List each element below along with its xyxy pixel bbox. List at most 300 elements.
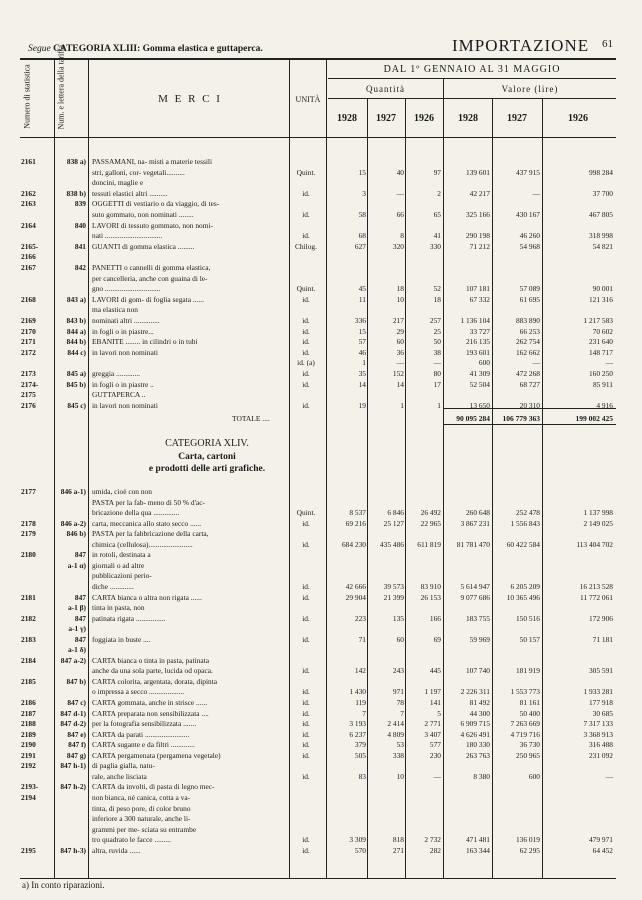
total-rule bbox=[444, 424, 616, 425]
tariff-number: 842 bbox=[74, 263, 86, 272]
merce-text: patinata rigata ................ bbox=[92, 613, 166, 623]
stat-number: 2184 bbox=[21, 655, 36, 665]
qty-1926: 3 407 bbox=[424, 729, 441, 739]
qty-1928: 3 309 bbox=[349, 835, 366, 845]
value-1927: 61 695 bbox=[519, 294, 540, 304]
stat-number: 2192 bbox=[21, 761, 36, 771]
value-1926: 2 149 025 bbox=[583, 518, 613, 528]
value-1928: 471 481 bbox=[465, 835, 490, 845]
value-1926: 113 404 702 bbox=[576, 539, 613, 549]
unit: id. bbox=[302, 539, 310, 549]
table-row bbox=[0, 814, 642, 824]
merce-text: CARTA pergamenata (pergamena vegetale) bbox=[92, 750, 221, 760]
value-1926: 16 213 528 bbox=[579, 581, 613, 591]
qty-1928: 379 bbox=[354, 740, 366, 750]
tariff-number: a-1 δ) bbox=[68, 645, 86, 655]
merce-text: ma elastica non bbox=[92, 305, 138, 315]
qty-1928: 336 bbox=[354, 316, 366, 325]
tariff-number: 839 bbox=[74, 199, 86, 209]
value-1927: 600 bbox=[528, 771, 540, 781]
tariff-number: 847 f) bbox=[68, 740, 86, 750]
merce-text: LAVORI di gom- di foglia segata ...... bbox=[92, 294, 204, 304]
stat-number: 2195 bbox=[21, 845, 36, 855]
qty-1927: 8 bbox=[400, 231, 404, 241]
stat-number: 2181 bbox=[21, 592, 36, 602]
tariff-number: 847 bbox=[74, 634, 86, 644]
qty-1926: 2 771 bbox=[424, 719, 441, 729]
value-1927: — bbox=[532, 358, 540, 368]
year-header: 1928 bbox=[337, 113, 357, 124]
tariff-number: 846 a-2) bbox=[60, 518, 86, 528]
tariff-number: 844 c) bbox=[67, 347, 86, 357]
value-1927: 50 157 bbox=[519, 634, 540, 644]
qty-1928: 29 904 bbox=[345, 592, 366, 602]
stat-number: 2162 bbox=[21, 188, 36, 198]
stat-number: 2168 bbox=[21, 294, 36, 304]
value-1928: 1 136 104 bbox=[460, 316, 490, 325]
merce-text: grammi per me- sciata su entrambe bbox=[92, 824, 197, 834]
totale-value: 199 002 425 bbox=[575, 414, 613, 423]
merce-text: rale, anche lisciata bbox=[92, 771, 147, 781]
value-1928: 600 bbox=[478, 358, 490, 368]
stat-number: 2170 bbox=[21, 326, 36, 336]
merci-header: M E R C I bbox=[158, 93, 222, 105]
qty-1928: 68 bbox=[358, 231, 366, 241]
tariff-number: 847 h-1) bbox=[60, 761, 86, 771]
table-row bbox=[0, 782, 642, 792]
value-1928: 5 614 947 bbox=[460, 581, 490, 591]
table-row bbox=[0, 221, 642, 231]
unit: id. bbox=[302, 347, 310, 357]
stat-number: 2172 bbox=[21, 347, 36, 357]
merce-text: GUANTI di gomma elastica ......... bbox=[92, 241, 195, 251]
qty-1928: 46 bbox=[358, 347, 366, 357]
qty-1926: 611 819 bbox=[417, 539, 441, 549]
tariff-number: 847 c) bbox=[67, 698, 86, 707]
qty-1927: 243 bbox=[392, 666, 404, 676]
value-1926: 4 916 bbox=[596, 400, 613, 410]
table-row bbox=[0, 274, 642, 284]
value-1928: 2 226 311 bbox=[460, 687, 490, 697]
merce-text: pubblicazioni perio- bbox=[92, 571, 152, 581]
qty-1926: 1 197 bbox=[424, 687, 441, 697]
value-1926: 231 092 bbox=[588, 750, 613, 760]
table-row bbox=[0, 698, 642, 708]
qty-1927: 60 bbox=[396, 634, 404, 644]
table-row bbox=[0, 242, 642, 252]
value-1928: 81 781 470 bbox=[456, 539, 490, 549]
unita-header: UNITÀ bbox=[295, 95, 321, 104]
value-1926: 231 640 bbox=[588, 337, 613, 347]
qty-1926: 80 bbox=[433, 369, 441, 378]
merce-text: LAVORI di tessuto gommato, non nomi- bbox=[92, 220, 213, 230]
tariff-number: 846 a-1) bbox=[60, 487, 86, 496]
unit: id. bbox=[302, 592, 310, 602]
table-row bbox=[0, 614, 642, 624]
table-row bbox=[0, 305, 642, 315]
merce-text: nati ............................... bbox=[92, 231, 163, 241]
footnote: a) In conto riparazioni. bbox=[22, 880, 105, 890]
year-header: 1926 bbox=[414, 113, 434, 124]
value-1926: 1 137 998 bbox=[583, 508, 613, 518]
value-1927: 4 719 716 bbox=[510, 729, 540, 739]
stat-number: 2182 bbox=[21, 613, 36, 623]
stat-number: 2166 bbox=[21, 252, 36, 262]
qty-1928: 8 537 bbox=[349, 508, 366, 518]
value-1926: 7 317 133 bbox=[583, 719, 613, 729]
value-1928: 6 909 715 bbox=[460, 719, 490, 729]
value-1926: 37 700 bbox=[592, 188, 613, 198]
tariff-number: 847 bbox=[74, 550, 86, 560]
table-row bbox=[0, 199, 642, 209]
value-1928: 263 763 bbox=[465, 750, 490, 760]
stat-number: 2194 bbox=[21, 792, 36, 802]
merce-text: anche da una sola parte, lucida od opaca. bbox=[92, 666, 213, 676]
qty-1926: 26 492 bbox=[420, 508, 441, 518]
qty-1927: 53 bbox=[396, 740, 404, 750]
year-header: 1927 bbox=[376, 113, 396, 124]
unit: id. bbox=[302, 729, 310, 739]
merce-text: PASTA per la fab- meno di 50 % d'ac- bbox=[92, 497, 205, 507]
tariff-number: a-1 γ) bbox=[68, 624, 86, 634]
qty-1926: 50 bbox=[433, 337, 441, 347]
tariff-number: 847 b) bbox=[66, 676, 86, 686]
value-1927: 46 260 bbox=[519, 231, 540, 241]
merce-text: inferiore a 300 naturale, anche li- bbox=[92, 814, 191, 824]
value-1927: 68 727 bbox=[519, 379, 540, 389]
stat-number: 2175 bbox=[21, 390, 36, 400]
qty-1928: 57 bbox=[358, 337, 366, 347]
value-1926: 90 001 bbox=[592, 284, 613, 294]
value-1927: 62 295 bbox=[519, 845, 540, 855]
table-row bbox=[0, 709, 642, 719]
qty-1928: 627 bbox=[354, 241, 366, 251]
merce-text: in fogli o in piastre... bbox=[92, 326, 154, 336]
stat-number: 2173 bbox=[21, 369, 36, 378]
unit: Quint. bbox=[296, 508, 316, 518]
merce-text: tro quadrato le facce ......... bbox=[92, 835, 172, 845]
unit: id. bbox=[302, 294, 310, 304]
merce-text: diche ............. bbox=[92, 581, 134, 591]
table-row bbox=[0, 487, 642, 497]
value-1926: 30 685 bbox=[592, 708, 613, 718]
unit: Chilog. bbox=[295, 241, 317, 251]
qty-1927: 10 bbox=[396, 294, 404, 304]
unit: id. bbox=[302, 666, 310, 676]
qty-1928: 45 bbox=[358, 284, 366, 294]
qty-1927: 36 bbox=[396, 347, 404, 357]
value-1928: 8 380 bbox=[473, 771, 490, 781]
qty-1927: 25 127 bbox=[383, 518, 404, 528]
period-rule bbox=[328, 78, 616, 79]
qty-1927: 152 bbox=[392, 369, 404, 378]
total-rule bbox=[444, 408, 616, 409]
value-1928: 33 727 bbox=[469, 326, 490, 336]
table-row bbox=[0, 793, 642, 803]
value-1927: — bbox=[532, 188, 540, 198]
stat-number: 2176 bbox=[21, 400, 36, 410]
value-1927: 437 915 bbox=[515, 167, 540, 177]
year-header: 1928 bbox=[458, 113, 478, 124]
unit: id. bbox=[302, 708, 310, 718]
merce-text: CARTA bianca o tinta in pasta, patinata bbox=[92, 655, 209, 665]
merce-text: tinta in pasta, non bbox=[92, 603, 145, 613]
value-1926: 64 452 bbox=[592, 845, 613, 855]
qty-1926: 97 bbox=[433, 167, 441, 177]
qty-1926: 257 bbox=[429, 316, 441, 325]
qty-1928: 3 193 bbox=[349, 719, 366, 729]
qty-1926: 38 bbox=[433, 347, 441, 357]
qty-1926: 25 bbox=[433, 326, 441, 336]
stat-number: 2186 bbox=[21, 698, 36, 707]
value-1928: 193 601 bbox=[465, 347, 490, 357]
qty-1926: 330 bbox=[429, 241, 441, 251]
value-1928: 325 166 bbox=[465, 210, 490, 219]
qty-1927: 6 846 bbox=[387, 508, 404, 518]
table-row bbox=[0, 189, 642, 199]
value-1927: 262 754 bbox=[515, 337, 540, 347]
value-1928: 163 344 bbox=[465, 845, 490, 855]
value-1927: 6 205 209 bbox=[510, 581, 540, 591]
unit: id. bbox=[302, 337, 310, 347]
merce-text: tinta, di peso pore, di color bruno bbox=[92, 803, 191, 813]
unit: id. bbox=[302, 719, 310, 729]
qty-1927: 18 bbox=[396, 284, 404, 294]
table-row bbox=[0, 825, 642, 835]
unit: id. bbox=[302, 771, 310, 781]
table-row bbox=[0, 772, 642, 782]
stat-number: 2171 bbox=[21, 337, 36, 347]
value-1927: 66 253 bbox=[519, 326, 540, 336]
unit: id. bbox=[302, 326, 310, 336]
stat-number: 2164 bbox=[21, 220, 36, 230]
merce-text: PASSAMANI, na- misti a materie tessili bbox=[92, 157, 213, 166]
unit: id. bbox=[302, 581, 310, 591]
value-1927: 36 730 bbox=[519, 740, 540, 750]
table-row bbox=[0, 401, 642, 411]
merce-text: in rotoli, destinata a bbox=[92, 550, 151, 560]
qty-1927: 4 809 bbox=[387, 729, 404, 739]
stat-number: 2165- bbox=[21, 241, 39, 251]
head-bottom-rule bbox=[20, 137, 616, 138]
unit: id. bbox=[302, 316, 310, 325]
unit: id. (a) bbox=[297, 358, 315, 368]
value-1928: 52 504 bbox=[469, 379, 490, 389]
merce-text: stri, galloni, cor- vegetali.......... bbox=[92, 167, 185, 177]
table-row bbox=[0, 178, 642, 188]
tariff-number: 841 bbox=[74, 241, 86, 251]
value-1926: 148 717 bbox=[588, 347, 613, 357]
stat-number: 2189 bbox=[21, 729, 36, 739]
value-1928: 59 969 bbox=[469, 634, 490, 644]
merce-text: GUTTAPERCA .. bbox=[92, 390, 146, 400]
tariff-number: 845 a) bbox=[66, 369, 86, 378]
stat-number: 2178 bbox=[21, 518, 36, 528]
merce-text: CARTA bianca o altra non rigata ...... bbox=[92, 592, 202, 602]
tariff-number: 838 b) bbox=[66, 188, 86, 198]
value-1926: 121 316 bbox=[588, 294, 613, 304]
unit: id. bbox=[302, 845, 310, 855]
table-row bbox=[0, 835, 642, 845]
table-row bbox=[0, 761, 642, 771]
qty-1927: 338 bbox=[392, 750, 404, 760]
table-row bbox=[0, 719, 642, 729]
unit: id. bbox=[302, 231, 310, 241]
qty-1927: 271 bbox=[392, 845, 404, 855]
value-1928: 71 212 bbox=[469, 241, 490, 251]
unit: id. bbox=[302, 634, 310, 644]
value-1926: 3 368 913 bbox=[583, 729, 613, 739]
table-row bbox=[0, 635, 642, 645]
value-1927: 1 553 773 bbox=[510, 687, 540, 697]
value-1926: 11 772 061 bbox=[580, 592, 613, 602]
value-1927: 60 422 584 bbox=[506, 539, 540, 549]
value-1928: 9 077 686 bbox=[460, 592, 490, 602]
table-row bbox=[0, 519, 642, 529]
tariff-number: 846 b) bbox=[66, 529, 86, 539]
table-row bbox=[0, 666, 642, 676]
table-row bbox=[0, 252, 642, 262]
tariff-number: 840 bbox=[74, 220, 86, 230]
table-row bbox=[0, 529, 642, 539]
qty-1926: 1 bbox=[437, 400, 441, 410]
totale-label: TOTALE .... bbox=[232, 414, 270, 423]
qty-1928: 11 bbox=[358, 294, 366, 304]
unit: id. bbox=[302, 687, 310, 697]
table-row bbox=[0, 508, 642, 518]
table-top-rule bbox=[20, 58, 616, 60]
value-1927: 50 400 bbox=[519, 708, 540, 718]
qty-1928: 69 216 bbox=[345, 518, 366, 528]
value-1926: 318 998 bbox=[588, 231, 613, 241]
tariff-number: 847 d-1) bbox=[60, 708, 86, 718]
merce-text: CARTA gommata, anche in strisce ...... bbox=[92, 698, 208, 707]
stat-number: 2167 bbox=[21, 263, 36, 272]
lettera-header: Num. e lettera della tariffa bbox=[56, 45, 66, 130]
unit: Quint. bbox=[296, 284, 316, 294]
qty-1928: 35 bbox=[358, 369, 366, 378]
qty-1927: 320 bbox=[392, 241, 404, 251]
stat-number: 2193- bbox=[21, 782, 39, 792]
category-subtitle: Carta, cartoni bbox=[178, 452, 236, 462]
merce-text: greggia ............. bbox=[92, 369, 141, 378]
qty-1927: 217 bbox=[392, 316, 404, 325]
merce-text: foggiata in buste .... bbox=[92, 634, 151, 644]
table-row bbox=[0, 804, 642, 814]
merce-text: suto gommato, non nominati ........ bbox=[92, 210, 194, 219]
merce-text: CARTA da involti, di pasta di legno mec- bbox=[92, 782, 215, 792]
merce-text: CARTA sugante e da filtri ............. bbox=[92, 740, 195, 750]
value-1926: 998 284 bbox=[588, 167, 613, 177]
unit: id. bbox=[302, 698, 310, 707]
value-1927: 883 890 bbox=[515, 316, 540, 325]
merce-text: carta, meccanica allo stato secco ...... bbox=[92, 518, 202, 528]
qty-1927: 78 bbox=[396, 698, 404, 707]
unit: id. bbox=[302, 750, 310, 760]
value-1926: 172 906 bbox=[588, 613, 613, 623]
qty-1927: 66 bbox=[396, 210, 404, 219]
table-row bbox=[0, 624, 642, 634]
qty-1926: 577 bbox=[429, 740, 441, 750]
table-bottom-rule bbox=[20, 878, 616, 879]
qty-1926: 282 bbox=[429, 845, 441, 855]
numero-header: Numero di statistica bbox=[22, 64, 32, 129]
stat-number: 2179 bbox=[21, 529, 36, 539]
stat-number: 2161 bbox=[21, 157, 36, 166]
table-row bbox=[0, 730, 642, 740]
table-row bbox=[0, 337, 642, 347]
value-1928: 3 867 231 bbox=[460, 518, 490, 528]
value-1927: 1 556 843 bbox=[510, 518, 540, 528]
merce-text: chimica (cellulosa)........................ bbox=[92, 539, 193, 549]
table-row bbox=[0, 231, 642, 241]
subhead-rule bbox=[328, 98, 616, 99]
value-1926: 177 918 bbox=[588, 698, 613, 707]
table-row bbox=[0, 210, 642, 220]
qty-1926: 83 910 bbox=[420, 581, 441, 591]
unit: id. bbox=[302, 613, 310, 623]
qty-1926: 52 bbox=[433, 284, 441, 294]
table-row bbox=[0, 540, 642, 550]
value-1927: 20 310 bbox=[519, 400, 540, 410]
qty-1927: 60 bbox=[396, 337, 404, 347]
stat-number: 2190 bbox=[21, 740, 36, 750]
merce-text: altra, ruvida ...... bbox=[92, 845, 141, 855]
qty-1926: 5 bbox=[437, 708, 441, 718]
merce-text: per cancelleria, anche con guaina di le- bbox=[92, 273, 208, 283]
value-1926: 467 805 bbox=[588, 210, 613, 219]
table-row bbox=[0, 846, 642, 856]
table-row bbox=[0, 677, 642, 687]
table-row bbox=[0, 687, 642, 697]
unit: id. bbox=[302, 188, 310, 198]
category-title: CATEGORIA XLIV. bbox=[165, 438, 249, 449]
merce-text: doncini, maglie e bbox=[92, 178, 144, 188]
value-1926: — bbox=[605, 358, 613, 368]
table-row bbox=[0, 498, 642, 508]
tariff-number: 847 bbox=[74, 613, 86, 623]
quantita-header: Quantità bbox=[366, 84, 405, 94]
qty-1928: 1 430 bbox=[349, 687, 366, 697]
table-row bbox=[0, 593, 642, 603]
tariff-number: 847 bbox=[74, 592, 86, 602]
qty-1928: 58 bbox=[358, 210, 366, 219]
table-row bbox=[0, 284, 642, 294]
stat-number: 2169 bbox=[21, 316, 36, 325]
stat-number: 2177 bbox=[21, 487, 36, 496]
merce-text: CARTA da parati ........................ bbox=[92, 729, 190, 739]
table-row bbox=[0, 348, 642, 358]
table-row bbox=[0, 157, 642, 167]
value-1928: 13 650 bbox=[469, 400, 490, 410]
qty-1928: 570 bbox=[354, 845, 366, 855]
table-row bbox=[0, 582, 642, 592]
table-row bbox=[0, 358, 642, 368]
qty-1927: 10 bbox=[396, 771, 404, 781]
valore-header: Valore (lire) bbox=[501, 84, 559, 94]
value-1926: 1 217 583 bbox=[583, 316, 613, 325]
value-1927: 252 478 bbox=[515, 508, 540, 518]
table-row bbox=[0, 561, 642, 571]
table-row bbox=[0, 550, 642, 560]
value-1928: 67 332 bbox=[469, 294, 490, 304]
unit: id. bbox=[302, 369, 310, 378]
table-row bbox=[0, 316, 642, 326]
table-row bbox=[0, 295, 642, 305]
tariff-number: 847 a-2) bbox=[60, 655, 86, 665]
merce-text: giornali o ad altre bbox=[92, 560, 145, 570]
qty-1928: 119 bbox=[355, 698, 366, 707]
